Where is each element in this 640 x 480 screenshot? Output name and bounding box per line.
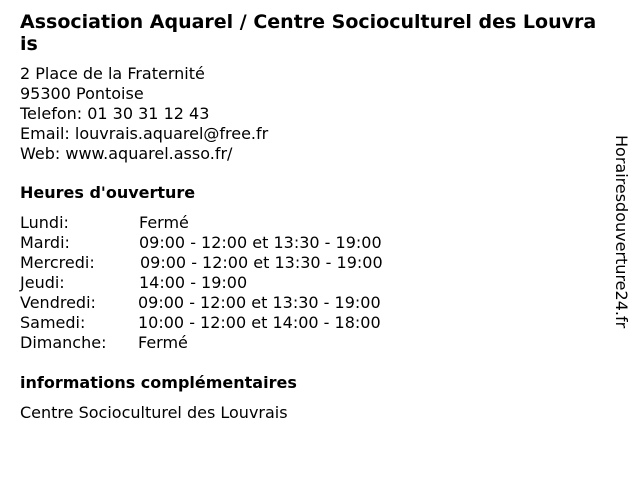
additional-info-text: Centre Socioculturel des Louvrais [20, 403, 288, 422]
opening-hours-table [20, 213, 440, 353]
hours-time: Fermé [138, 333, 188, 352]
hours-row-samedi [20, 313, 440, 333]
hours-row-mardi [20, 233, 440, 253]
hours-day: Vendredi: [20, 293, 96, 312]
hours-time: 09:00 - 12:00 et 13:30 - 19:00 [138, 293, 381, 312]
site-watermark: Horairesdouverture24.fr [612, 135, 631, 329]
hours-day: Jeudi: [20, 273, 65, 292]
email-address: Email: louvrais.aquarel@free.fr [20, 124, 269, 143]
hours-day: Mardi: [20, 233, 70, 252]
hours-row-dimanche [20, 333, 440, 353]
additional-info-heading: informations complémentaires [20, 373, 297, 392]
hours-time: Fermé [139, 213, 189, 232]
hours-time: 09:00 - 12:00 et 13:30 - 19:00 [139, 233, 382, 252]
address-block [20, 64, 268, 164]
hours-time: 09:00 - 12:00 et 13:30 - 19:00 [140, 253, 383, 272]
hours-row-lundi [20, 213, 440, 233]
hours-time: 10:00 - 12:00 et 14:00 - 18:00 [138, 313, 381, 332]
hours-row-mercredi [20, 253, 440, 273]
address-city: 95300 Pontoise [20, 84, 144, 103]
hours-time: 14:00 - 19:00 [139, 273, 248, 292]
hours-day: Samedi: [20, 313, 86, 332]
address-street: 2 Place de la Fraternité [20, 64, 205, 83]
hours-row-jeudi [20, 273, 440, 293]
hours-day: Mercredi: [20, 253, 95, 272]
hours-day: Lundi: [20, 213, 69, 232]
opening-hours-heading: Heures d'ouverture [20, 183, 196, 202]
hours-day: Dimanche: [20, 333, 107, 352]
page-title: Association Aquarel / Centre Socioculturel des Louvrais [20, 11, 597, 55]
hours-row-vendredi [20, 293, 440, 313]
website-address: Web: www.aquarel.asso.fr/ [20, 144, 233, 163]
phone-number: Telefon: 01 30 31 12 43 [20, 104, 210, 123]
